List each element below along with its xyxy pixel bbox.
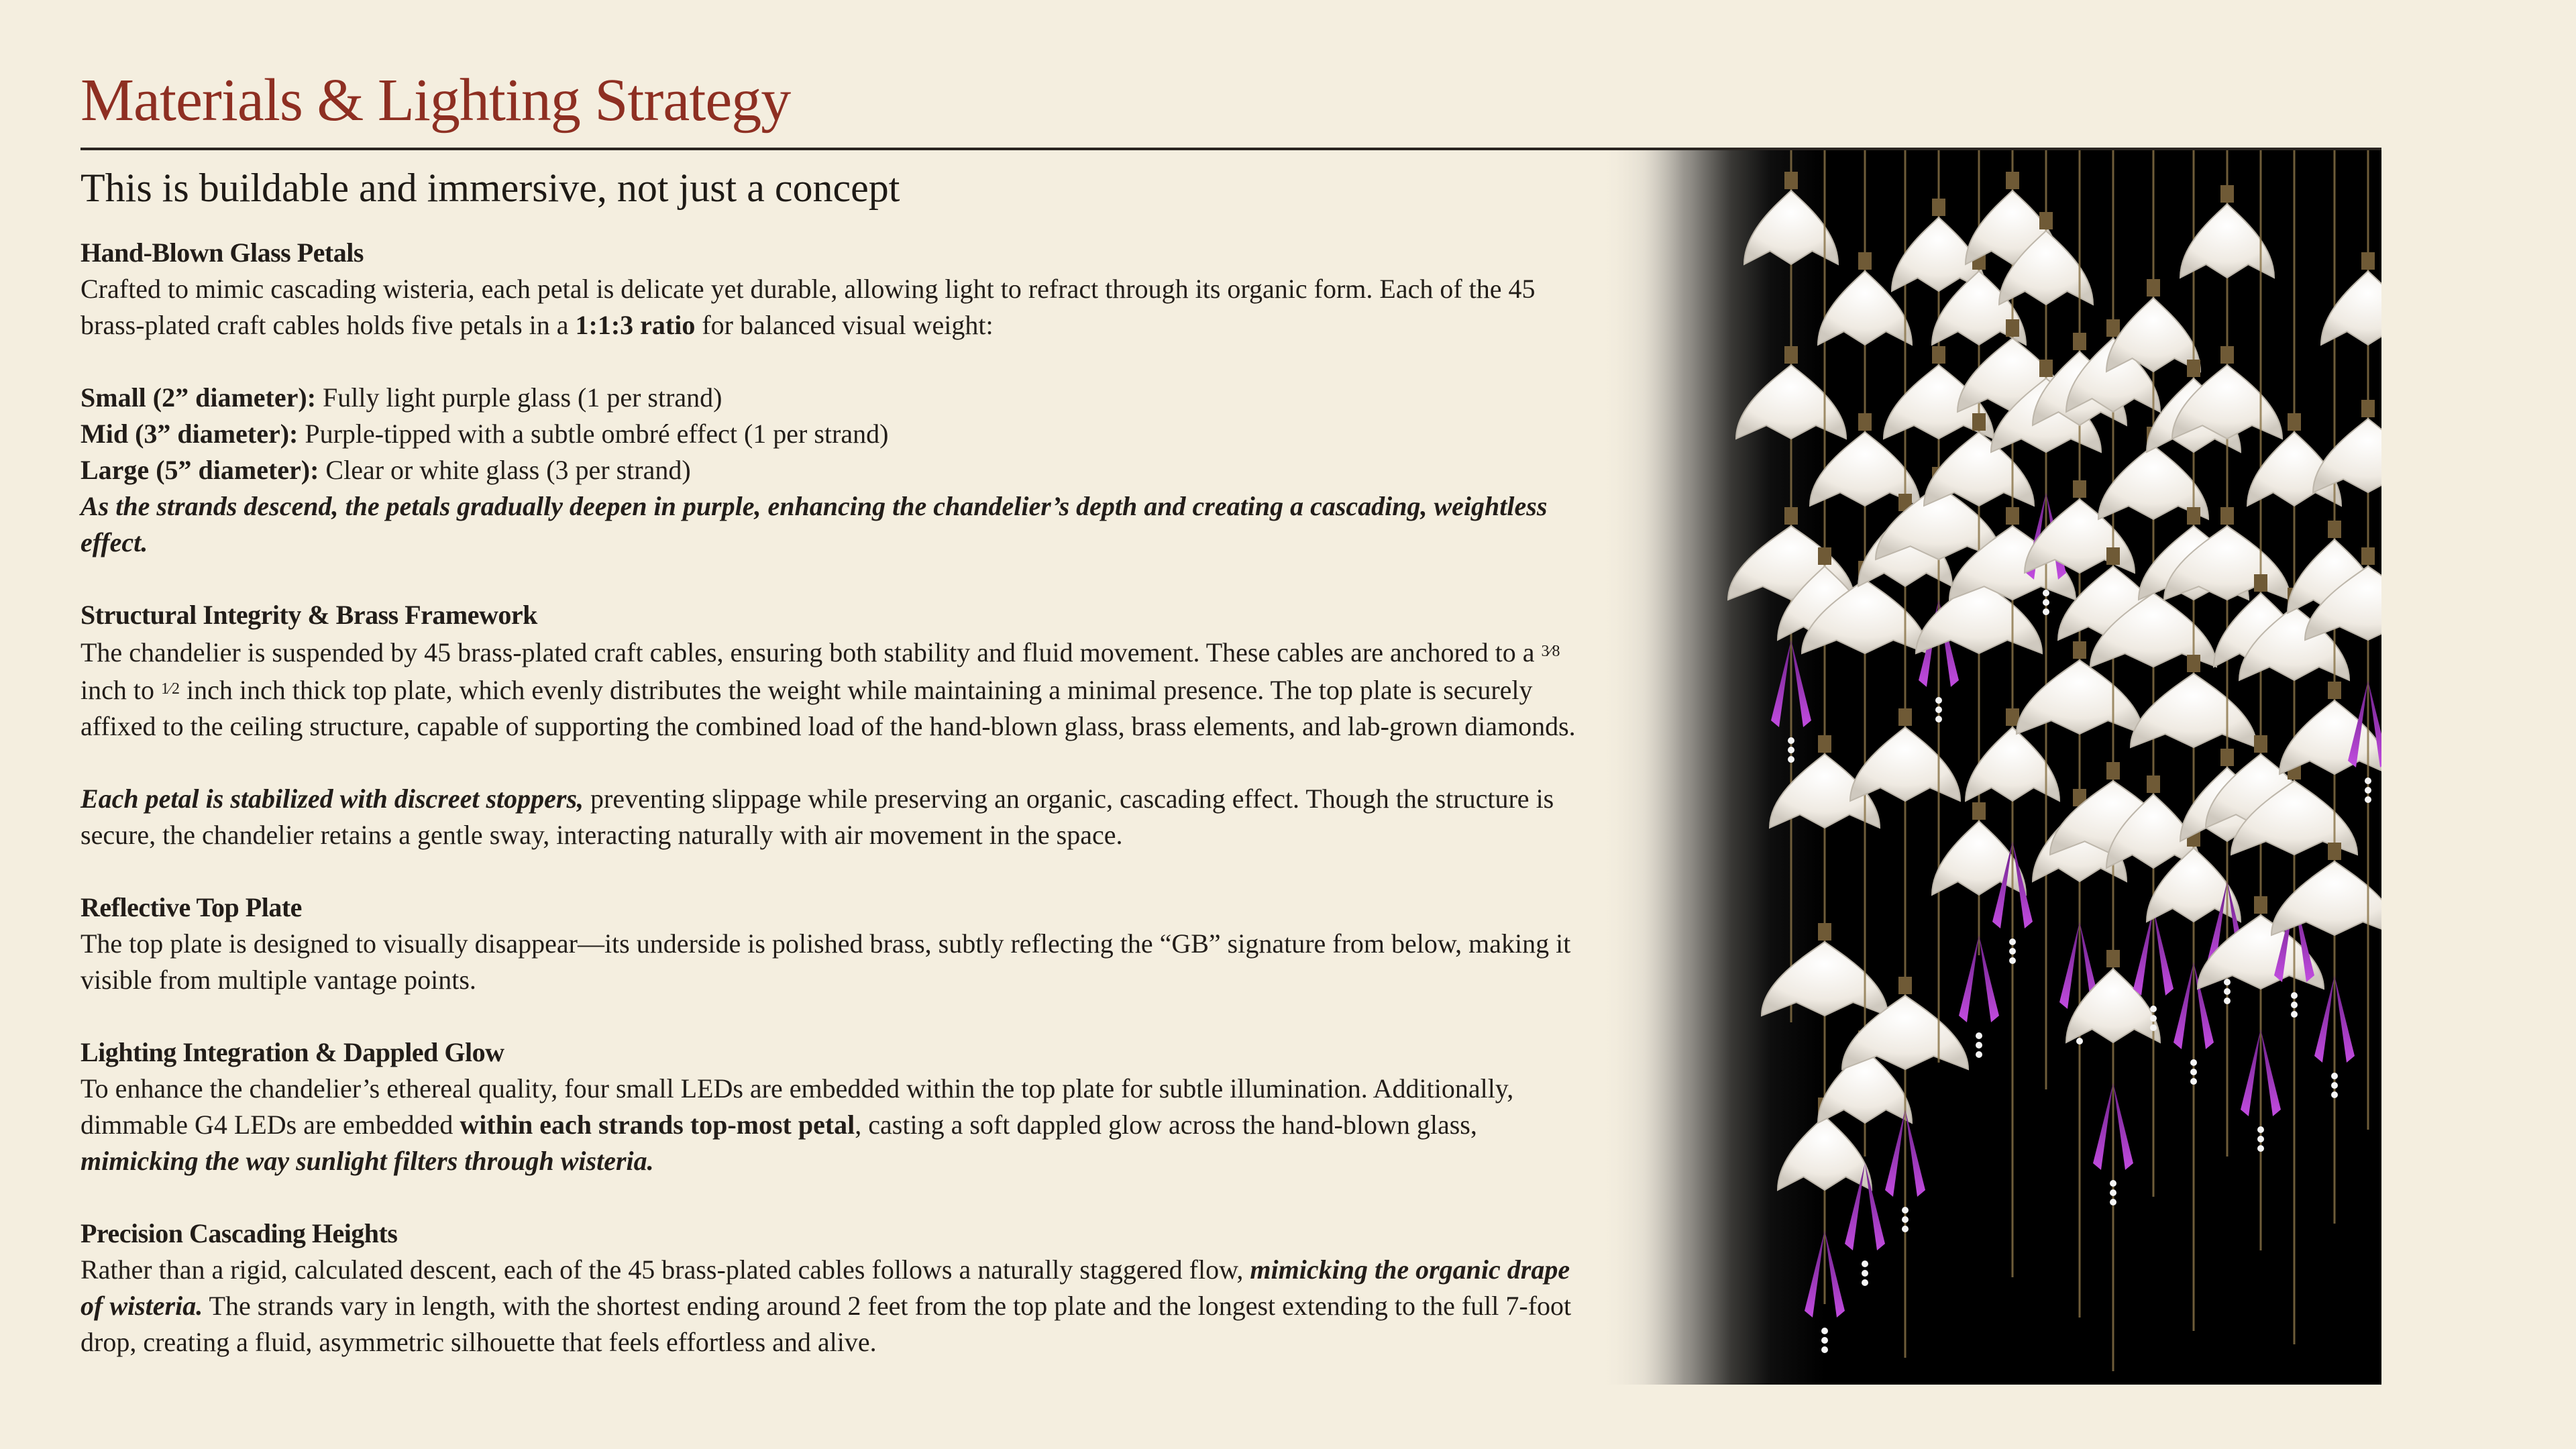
size-label: Mid (3” diameter): xyxy=(80,419,299,449)
glass-petal xyxy=(1778,1116,1872,1190)
diamond-bead xyxy=(2150,1024,2157,1031)
purple-petal xyxy=(1979,935,1999,1022)
brass-cap xyxy=(1818,547,1831,565)
glass-petal xyxy=(2313,419,2381,492)
brass-cap xyxy=(2006,319,2019,337)
purple-petal xyxy=(1885,1110,1905,1197)
size-label: Small (2” diameter): xyxy=(80,382,317,413)
petal-note: As the strands descend, the petals gradually deepen in purple, enhancing the chandelier’s depth and creating a cascading, weightless effect. xyxy=(80,491,1548,557)
size-text: Purple-tipped with a subtle ombré effect (1 per strand) xyxy=(298,419,889,449)
size-label: Large (5” diameter): xyxy=(80,455,319,485)
brass-cap xyxy=(2220,185,2234,203)
brass-cap xyxy=(1784,172,1798,189)
diamond-bead xyxy=(1862,1270,1868,1277)
diamond-bead xyxy=(2291,1011,2298,1018)
brass-cap xyxy=(1858,252,1872,270)
text-run: inch inch thick top plate, which evenly distributes the weight while maintaining a minimal presence. The top plate is securely affixed to the ceiling structure, capable of supporting the combined load of the hand-blown glass, brass elements, and lab-grown diamonds. xyxy=(80,675,1576,741)
diamond-bead xyxy=(2224,998,2231,1004)
brass-cap xyxy=(2147,279,2160,297)
section-heading: Structural Integrity & Brass Framework xyxy=(80,600,537,630)
diamond-bead xyxy=(1862,1260,1868,1267)
fraction: 3⁄8 xyxy=(1541,643,1560,660)
glass-petal xyxy=(1850,727,1960,801)
brass-cap xyxy=(2006,708,2019,726)
brass-cap xyxy=(2254,735,2267,753)
diamond-bead xyxy=(1935,706,1942,713)
diamond-bead xyxy=(2331,1073,2338,1079)
slide-subtitle: This is buildable and immersive, not just a concept xyxy=(80,166,900,210)
diamond-bead xyxy=(2224,979,2231,985)
brass-cap xyxy=(2254,896,2267,914)
brass-cap xyxy=(2220,749,2234,766)
diamond-bead xyxy=(2150,1006,2157,1012)
glass-petal xyxy=(2131,674,2257,747)
glass-petal xyxy=(1924,432,2034,506)
purple-petal xyxy=(2334,975,2355,1063)
brass-cap xyxy=(2073,641,2086,659)
glass-petal xyxy=(1842,996,1968,1069)
diamond-bead xyxy=(2257,1136,2264,1142)
brass-cap xyxy=(2361,547,2375,565)
brass-cap xyxy=(2361,252,2375,270)
section-structure xyxy=(80,597,1583,853)
petal-size-large xyxy=(80,452,1583,488)
brass-cap xyxy=(2187,360,2200,377)
text-emphasis: mimicking the organic drape of wisteria. xyxy=(80,1254,1570,1321)
purple-petal xyxy=(1771,640,1791,727)
purple-petal xyxy=(1805,1230,1825,1318)
brass-cap xyxy=(2006,507,2019,525)
ratio-emphasis: 1:1:3 ratio xyxy=(575,310,696,340)
section-lighting xyxy=(80,1034,1583,1179)
size-text: Clear or white glass (3 per strand) xyxy=(319,455,691,485)
diamond-bead xyxy=(1788,747,1794,753)
diamond-bead xyxy=(1935,697,1942,704)
purple-petal xyxy=(2314,975,2334,1063)
section-glass-petals xyxy=(80,235,1583,561)
section-top-plate xyxy=(80,890,1583,998)
slide-title: Materials & Lighting Strategy xyxy=(80,67,791,133)
diamond-bead xyxy=(2257,1126,2264,1133)
purple-petal xyxy=(2113,1083,2133,1170)
text-run: The strands vary in length, with the shortest ending around 2 feet from the top plate and the longest extending to the full 7-foot drop, creating a fluid, asymmetric silhouette that feels effortless and alive. xyxy=(80,1291,1572,1357)
diamond-bead xyxy=(2190,1059,2197,1066)
text-run: for balanced visual weight: xyxy=(695,310,994,340)
diamond-bead xyxy=(1821,1328,1828,1334)
brass-cap xyxy=(2106,762,2120,780)
section-paragraph xyxy=(80,633,1583,745)
diamond-bead xyxy=(1976,1051,1982,1058)
brass-cap xyxy=(2106,547,2120,565)
brass-cap xyxy=(1898,708,1912,726)
section-heading: Precision Cascading Heights xyxy=(80,1218,398,1248)
purple-petal xyxy=(2059,922,2080,1009)
section-paragraph xyxy=(80,1071,1583,1179)
diamond-bead xyxy=(2365,796,2371,803)
chandelier-render-image xyxy=(1603,150,2381,1385)
section-heights xyxy=(80,1216,1583,1360)
section-heading: Lighting Integration & Dappled Glow xyxy=(80,1037,504,1067)
text-emphasis: mimicking the way sunlight filters through wisteria. xyxy=(80,1146,654,1176)
purple-petal xyxy=(1959,935,1979,1022)
diamond-bead xyxy=(2365,787,2371,794)
brass-cap xyxy=(1818,735,1831,753)
brass-cap xyxy=(2361,400,2375,417)
section-paragraph xyxy=(80,781,1583,853)
brass-cap xyxy=(1784,507,1798,525)
diamond-bead xyxy=(1976,1042,1982,1049)
text-run: Crafted to mimic cascading wisteria, each petal is delicate yet durable, allowing light to refract through its organic form. Each of the 45 brass-plated craft cables holds five petals in a xyxy=(80,274,1536,340)
size-text: Fully light purple glass (1 per strand) xyxy=(316,382,722,413)
diamond-bead xyxy=(2331,1091,2338,1098)
diamond-bead xyxy=(1902,1216,1909,1223)
text-run: , casting a soft dappled glow across the hand-blown glass, xyxy=(855,1110,1477,1140)
diamond-bead xyxy=(1976,1032,1982,1039)
brass-cap xyxy=(1818,923,1831,941)
brass-cap xyxy=(2328,682,2341,699)
brass-cap xyxy=(2039,360,2053,377)
brass-cap xyxy=(1784,346,1798,364)
brass-cap xyxy=(1858,413,1872,431)
diamond-bead xyxy=(2043,590,2049,596)
text-run: The chandelier is suspended by 45 brass-plated craft cables, ensuring both stability and fluid movement. These cables are anchored to a xyxy=(80,637,1542,667)
section-paragraph: The top plate is designed to visually disappear—its underside is polished brass, subtly reflecting the “GB” signature from below, making it visible from multiple vantage points. xyxy=(80,928,1571,995)
brass-cap xyxy=(2288,413,2301,431)
diamond-bead xyxy=(2257,1145,2264,1152)
glass-petal xyxy=(2017,660,2143,734)
brass-cap xyxy=(2220,346,2234,364)
brass-cap xyxy=(2187,507,2200,525)
diamond-bead xyxy=(2190,1078,2197,1085)
diamond-bead xyxy=(2043,608,2049,615)
purple-petal xyxy=(2261,1029,2281,1116)
diamond-bead xyxy=(2291,1002,2298,1008)
diamond-bead xyxy=(1935,716,1942,722)
diamond-bead xyxy=(2043,599,2049,606)
text-emphasis: Each petal is stabilized with discreet stoppers, xyxy=(80,784,584,814)
section-heading: Hand-Blown Glass Petals xyxy=(80,237,364,268)
petal-size-mid xyxy=(80,416,1583,452)
brass-cap xyxy=(1972,802,1986,820)
chandelier-illustration xyxy=(1603,150,2381,1385)
brass-cap xyxy=(2254,574,2267,592)
brass-cap xyxy=(1898,977,1912,994)
diamond-bead xyxy=(1902,1207,1909,1214)
diamond-bead xyxy=(2009,957,2016,964)
diamond-bead xyxy=(1788,756,1794,763)
text-emphasis: within each strands top-most petal xyxy=(460,1110,855,1140)
brass-cap xyxy=(1932,199,1945,216)
brass-cap xyxy=(2187,655,2200,672)
brass-cap xyxy=(1932,346,1945,364)
purple-petal xyxy=(2153,908,2174,996)
text-run: To enhance the chandelier’s ethereal quality, four small LEDs are embedded within the top plate for subtle illumination. Additionally, dimmable G4 LEDs are embedded xyxy=(80,1073,1514,1140)
diamond-bead xyxy=(1821,1346,1828,1353)
brass-cap xyxy=(2006,172,2019,189)
brass-cap xyxy=(1972,413,1986,431)
diamond-bead xyxy=(2291,992,2298,999)
fraction: 1⁄2 xyxy=(160,680,180,698)
brass-cap xyxy=(2106,319,2120,337)
diamond-bead xyxy=(1902,1226,1909,1232)
glass-petal xyxy=(2106,298,2200,372)
purple-petal xyxy=(2133,908,2153,996)
purple-petal xyxy=(1865,1163,1885,1250)
diamond-bead xyxy=(2190,1069,2197,1075)
section-paragraph xyxy=(80,1252,1583,1360)
glass-petal xyxy=(1736,365,1846,439)
diamond-bead xyxy=(2009,948,2016,955)
glass-petal xyxy=(1762,942,1888,1016)
purple-petal xyxy=(1905,1110,1925,1197)
brass-cap xyxy=(2328,521,2341,538)
brass-cap xyxy=(2039,212,2053,229)
diamond-bead xyxy=(2224,988,2231,995)
section-paragraph xyxy=(80,271,1583,343)
purple-petal xyxy=(2093,1083,2113,1170)
glass-petal xyxy=(2271,861,2381,935)
brass-cap xyxy=(2147,775,2160,793)
brass-cap xyxy=(2073,333,2086,350)
diamond-bead xyxy=(2110,1189,2116,1196)
diamond-bead xyxy=(2110,1199,2116,1205)
diamond-bead xyxy=(2331,1082,2338,1089)
brass-cap xyxy=(2106,950,2120,967)
text-run: inch to xyxy=(80,675,161,705)
section-heading: Reflective Top Plate xyxy=(80,892,302,922)
diamond-bead xyxy=(2110,1180,2116,1187)
diamond-bead xyxy=(2076,1038,2083,1044)
text-run: preventing slippage while preserving an organic, cascading effect. Though the structure is secure, the chandelier retains a gentle sway, interacting naturally with air movement in the space. xyxy=(80,784,1554,850)
purple-petal xyxy=(2174,962,2194,1049)
purple-petal xyxy=(1825,1230,1845,1318)
diamond-bead xyxy=(1862,1279,1868,1286)
glass-petal xyxy=(2321,271,2381,345)
diamond-bead xyxy=(2009,938,2016,945)
diamond-bead xyxy=(2365,777,2371,784)
brass-cap xyxy=(2220,507,2234,525)
purple-petal xyxy=(1791,640,1811,727)
petal-size-small xyxy=(80,380,1583,416)
body-text xyxy=(80,235,1583,1397)
text-run: Rather than a rigid, calculated descent, each of the 45 brass-plated cables follows a naturally staggered flow, xyxy=(80,1254,1250,1285)
diamond-bead xyxy=(2150,1015,2157,1022)
brass-cap xyxy=(2328,843,2341,860)
diamond-bead xyxy=(1788,737,1794,744)
diamond-bead xyxy=(1821,1337,1828,1344)
purple-petal xyxy=(2241,1029,2261,1116)
brass-cap xyxy=(2073,480,2086,498)
